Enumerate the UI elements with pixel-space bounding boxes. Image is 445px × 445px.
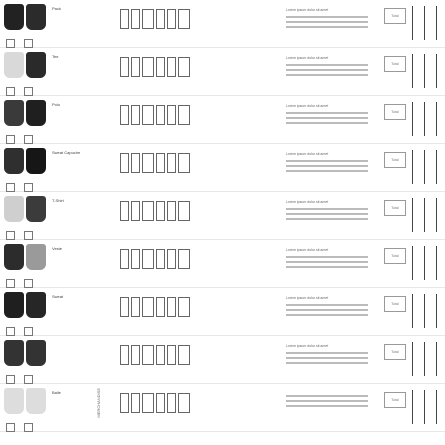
product-name: Tee <box>52 54 59 59</box>
size-grid <box>94 149 266 187</box>
product-row <box>0 288 445 336</box>
size-quantity-box[interactable] <box>178 153 190 173</box>
product-back-image <box>26 196 46 222</box>
total-field[interactable]: Total <box>384 248 406 264</box>
size-quantity-box[interactable] <box>131 57 140 77</box>
product-name: Veste <box>52 246 63 251</box>
color-checkboxes <box>6 179 46 189</box>
description-line <box>286 160 368 162</box>
tick-mark <box>436 198 437 232</box>
tick-mark <box>412 294 413 328</box>
product-front-image <box>4 196 24 222</box>
description-line <box>286 165 368 167</box>
tick-mark <box>424 54 425 88</box>
product-description <box>286 104 368 124</box>
size-quantity-box[interactable] <box>156 297 165 317</box>
description-text: Lorem ipsum dolor sit amet <box>286 56 329 60</box>
size-quantity-box[interactable] <box>131 201 140 221</box>
tick-mark <box>424 390 425 424</box>
row-ticks <box>410 340 444 380</box>
row-ticks <box>410 148 444 188</box>
description-text: Lorem ipsum dolor sit amet <box>286 8 329 12</box>
tick-mark <box>436 342 437 376</box>
description-text: Lorem ipsum dolor sit amet <box>286 344 329 348</box>
description-text: Lorem ipsum dolor sit amet <box>286 152 329 156</box>
description-line <box>286 362 368 364</box>
tick-mark <box>412 342 413 376</box>
product-row <box>0 384 445 432</box>
size-quantity-box[interactable] <box>167 57 176 77</box>
product-thumbnail[interactable] <box>4 338 48 368</box>
tick-mark <box>412 102 413 136</box>
description-line <box>286 26 368 28</box>
size-grid <box>94 197 266 235</box>
tick-mark <box>424 198 425 232</box>
product-thumbnail[interactable] <box>4 146 48 176</box>
size-cells <box>120 201 192 227</box>
total-field[interactable]: Total <box>384 200 406 216</box>
product-front-image <box>4 244 24 270</box>
color-checkboxes <box>6 131 46 141</box>
product-thumbnail[interactable] <box>4 194 48 224</box>
product-back-image <box>26 4 46 30</box>
size-quantity-box[interactable] <box>120 297 129 317</box>
size-quantity-box[interactable] <box>142 57 154 77</box>
color-checkbox[interactable] <box>24 183 33 192</box>
description-line <box>286 261 368 263</box>
size-grid <box>94 5 266 43</box>
product-thumbnail[interactable] <box>4 242 48 272</box>
tick-mark <box>424 294 425 328</box>
total-field[interactable]: Total <box>384 56 406 72</box>
product-front-image <box>4 52 24 78</box>
product-front-image <box>4 100 24 126</box>
color-checkbox[interactable] <box>24 279 33 288</box>
product-description <box>286 248 368 268</box>
color-checkbox[interactable] <box>24 231 33 240</box>
description-text: Lorem ipsum dolor sit amet <box>286 200 329 204</box>
product-name: Polo <box>52 102 61 107</box>
product-thumbnail[interactable] <box>4 386 48 416</box>
color-checkbox[interactable] <box>24 135 33 144</box>
size-cells <box>120 9 192 35</box>
color-checkbox[interactable] <box>24 327 33 336</box>
description-line <box>286 64 368 66</box>
size-quantity-box[interactable] <box>156 345 165 365</box>
size-grid <box>94 53 266 91</box>
tick-mark <box>412 6 413 40</box>
color-checkbox[interactable] <box>6 39 15 48</box>
size-cells <box>120 393 192 419</box>
size-quantity-box[interactable] <box>156 9 165 29</box>
product-thumbnail[interactable] <box>4 98 48 128</box>
size-quantity-box[interactable] <box>156 105 165 125</box>
size-grid <box>94 101 266 139</box>
color-checkboxes <box>6 35 46 45</box>
product-row <box>0 192 445 240</box>
description-line <box>286 395 368 397</box>
description-line <box>286 266 368 268</box>
product-description <box>286 200 368 220</box>
size-quantity-box[interactable] <box>120 201 129 221</box>
size-quantity-box[interactable] <box>156 201 165 221</box>
description-line <box>286 314 368 316</box>
product-back-image <box>26 388 46 414</box>
row-ticks <box>410 292 444 332</box>
size-quantity-box[interactable] <box>167 249 176 269</box>
size-quantity-box[interactable] <box>178 201 190 221</box>
color-checkboxes <box>6 275 46 285</box>
size-quantity-box[interactable] <box>131 249 140 269</box>
description-line <box>286 117 368 119</box>
color-checkbox[interactable] <box>6 231 15 240</box>
size-quantity-box[interactable] <box>120 393 129 413</box>
product-back-image <box>26 292 46 318</box>
size-cells <box>120 249 192 275</box>
description-line <box>286 352 368 354</box>
size-quantity-box[interactable] <box>131 345 140 365</box>
description-line <box>286 21 368 23</box>
tick-mark <box>412 54 413 88</box>
size-quantity-box[interactable] <box>178 105 190 125</box>
product-name: Pack <box>52 6 61 11</box>
description-line <box>286 122 368 124</box>
size-quantity-box[interactable] <box>142 345 154 365</box>
tick-mark <box>424 342 425 376</box>
size-quantity-box[interactable] <box>120 153 129 173</box>
size-quantity-box[interactable] <box>167 9 176 29</box>
total-field[interactable]: Total <box>384 8 406 24</box>
vertical-brand-label: MERCHANDISE <box>96 388 101 418</box>
size-quantity-box[interactable] <box>131 105 140 125</box>
description-line <box>286 256 368 258</box>
product-name: T-Shirt <box>52 198 64 203</box>
product-description <box>286 152 368 172</box>
product-description <box>286 392 368 407</box>
product-row <box>0 0 445 48</box>
size-quantity-box[interactable] <box>167 297 176 317</box>
row-ticks <box>410 388 444 428</box>
color-checkbox[interactable] <box>6 423 15 432</box>
total-field[interactable]: Total <box>384 344 406 360</box>
tick-mark <box>436 294 437 328</box>
description-line <box>286 69 368 71</box>
product-row <box>0 336 445 384</box>
color-checkboxes <box>6 419 46 429</box>
size-quantity-box[interactable] <box>178 393 190 413</box>
tick-mark <box>424 6 425 40</box>
color-checkbox[interactable] <box>24 375 33 384</box>
size-quantity-box[interactable] <box>131 297 140 317</box>
size-quantity-box[interactable] <box>142 9 154 29</box>
product-thumbnail[interactable] <box>4 290 48 320</box>
size-quantity-box[interactable] <box>178 57 190 77</box>
size-grid <box>94 341 266 379</box>
product-thumbnail[interactable] <box>4 50 48 80</box>
color-checkbox[interactable] <box>24 423 33 432</box>
product-row <box>0 48 445 96</box>
product-front-image <box>4 148 24 174</box>
size-quantity-box[interactable] <box>142 297 154 317</box>
size-quantity-box[interactable] <box>156 249 165 269</box>
description-text: Lorem ipsum dolor sit amet <box>286 104 329 108</box>
size-quantity-box[interactable] <box>120 105 129 125</box>
row-ticks <box>410 52 444 92</box>
tick-mark <box>436 390 437 424</box>
tick-mark <box>412 246 413 280</box>
color-checkbox[interactable] <box>6 279 15 288</box>
tick-mark <box>412 150 413 184</box>
description-line <box>286 304 368 306</box>
description-line <box>286 16 368 18</box>
tick-mark <box>436 54 437 88</box>
description-line <box>286 112 368 114</box>
size-quantity-box[interactable] <box>178 9 190 29</box>
size-grid <box>94 389 266 427</box>
total-field[interactable]: Total <box>384 296 406 312</box>
size-quantity-box[interactable] <box>178 345 190 365</box>
tick-mark <box>436 102 437 136</box>
tick-mark <box>436 246 437 280</box>
color-checkbox[interactable] <box>6 87 15 96</box>
size-quantity-box[interactable] <box>131 153 140 173</box>
tick-mark <box>436 6 437 40</box>
size-quantity-box[interactable] <box>142 201 154 221</box>
product-name: Balle <box>52 390 61 395</box>
color-checkbox[interactable] <box>6 183 15 192</box>
size-quantity-box[interactable] <box>178 249 190 269</box>
product-back-image <box>26 148 46 174</box>
product-front-image <box>4 388 24 414</box>
size-quantity-box[interactable] <box>167 153 176 173</box>
size-quantity-box[interactable] <box>167 105 176 125</box>
product-row <box>0 240 445 288</box>
color-checkboxes <box>6 371 46 381</box>
product-back-image <box>26 52 46 78</box>
size-quantity-box[interactable] <box>156 57 165 77</box>
color-checkboxes <box>6 83 46 93</box>
tick-mark <box>436 150 437 184</box>
size-cells <box>120 153 192 179</box>
row-ticks <box>410 196 444 236</box>
size-quantity-box[interactable] <box>142 105 154 125</box>
color-checkbox[interactable] <box>6 135 15 144</box>
row-ticks <box>410 4 444 44</box>
tick-mark <box>412 390 413 424</box>
total-field[interactable]: Total <box>384 392 406 408</box>
size-cells <box>120 57 192 83</box>
product-front-image <box>4 340 24 366</box>
size-quantity-box[interactable] <box>167 201 176 221</box>
size-grid <box>94 245 266 283</box>
size-quantity-box[interactable] <box>142 153 154 173</box>
product-name: Sweat <box>52 294 64 299</box>
size-quantity-box[interactable] <box>167 393 176 413</box>
description-line <box>286 309 368 311</box>
product-row <box>0 96 445 144</box>
product-description <box>286 56 368 76</box>
size-cells <box>120 345 192 371</box>
size-quantity-box[interactable] <box>131 9 140 29</box>
size-quantity-box[interactable] <box>120 345 129 365</box>
size-quantity-box[interactable] <box>142 249 154 269</box>
product-description <box>286 344 368 364</box>
size-quantity-box[interactable] <box>156 393 165 413</box>
product-row <box>0 144 445 192</box>
description-line <box>286 170 368 172</box>
color-checkbox[interactable] <box>6 375 15 384</box>
description-line <box>286 405 368 407</box>
tick-mark <box>424 102 425 136</box>
product-back-image <box>26 100 46 126</box>
size-quantity-box[interactable] <box>131 393 140 413</box>
product-description <box>286 8 368 28</box>
total-field[interactable]: Total <box>384 152 406 168</box>
product-front-image <box>4 292 24 318</box>
total-field[interactable]: Total <box>384 104 406 120</box>
description-line <box>286 357 368 359</box>
color-checkboxes <box>6 227 46 237</box>
size-grid <box>94 293 266 331</box>
tick-mark <box>424 150 425 184</box>
description-text: Lorem ipsum dolor sit amet <box>286 296 329 300</box>
tick-mark <box>412 198 413 232</box>
product-description <box>286 296 368 316</box>
size-quantity-box[interactable] <box>120 57 129 77</box>
tick-mark <box>424 246 425 280</box>
size-quantity-box[interactable] <box>167 345 176 365</box>
description-line <box>286 218 368 220</box>
size-quantity-box[interactable] <box>178 297 190 317</box>
size-quantity-box[interactable] <box>142 393 154 413</box>
description-text: Lorem ipsum dolor sit amet <box>286 248 329 252</box>
product-front-image <box>4 4 24 30</box>
product-name: Sweat Capuche <box>52 150 81 155</box>
size-cells <box>120 105 192 131</box>
color-checkbox[interactable] <box>24 87 33 96</box>
description-line <box>286 213 368 215</box>
description-line <box>286 208 368 210</box>
color-checkboxes <box>6 323 46 333</box>
color-checkbox[interactable] <box>24 39 33 48</box>
size-quantity-box[interactable] <box>120 249 129 269</box>
product-thumbnail[interactable] <box>4 2 48 32</box>
size-quantity-box[interactable] <box>120 9 129 29</box>
size-quantity-box[interactable] <box>156 153 165 173</box>
product-back-image <box>26 244 46 270</box>
row-ticks <box>410 244 444 284</box>
color-checkbox[interactable] <box>6 327 15 336</box>
size-cells <box>120 297 192 323</box>
description-line <box>286 74 368 76</box>
description-line <box>286 400 368 402</box>
row-ticks <box>410 100 444 140</box>
product-back-image <box>26 340 46 366</box>
